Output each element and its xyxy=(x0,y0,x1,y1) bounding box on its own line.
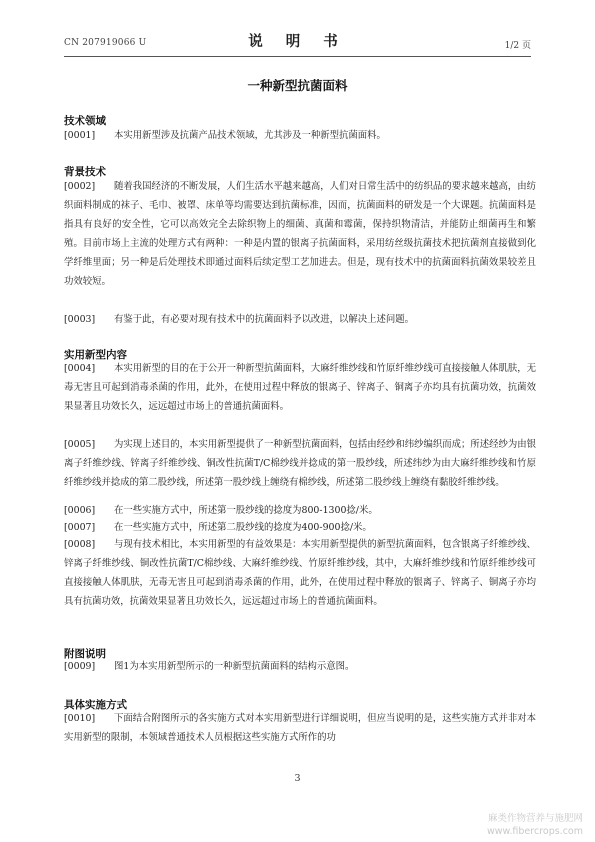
section-heading: 具体实施方式 xyxy=(64,699,127,711)
paragraph xyxy=(64,126,536,145)
paragraph xyxy=(64,657,536,676)
page-number: 3 xyxy=(294,773,301,784)
paragraph-text: 图1为本实用新型所示的一种新型抗菌面料的结构示意图。 xyxy=(114,661,355,672)
paragraph-text: 本实用新型涉及抗菌产品技术领域，尤其涉及一种新型抗菌面料。 xyxy=(114,130,386,141)
paragraph-number: [0001] xyxy=(64,130,96,141)
paragraph-text: 本实用新型的目的在于公开一种新型抗菌面料，大麻纤维纱线和竹原纤维纱线可直接接触人体肌肤，无毒无害且可起到消毒杀菌的作用，此外，在使用过程中释放的银离子、锌离子、铜离子亦均具有抗菌功效，抗菌效果显著且功效长久，远远超过市场上的普通抗菌面料。 xyxy=(64,363,536,412)
section-heading: 附图说明 xyxy=(64,648,106,660)
paragraph-text: 在一些实施方式中，所述第二股纱线的捻度为400-900捻/米。 xyxy=(114,522,372,533)
paragraph xyxy=(64,435,536,492)
paragraph-number: [0010] xyxy=(64,713,96,724)
paragraph-number: [0002] xyxy=(64,181,96,192)
watermark xyxy=(487,812,583,838)
page-header xyxy=(64,30,531,52)
paragraph-number: [0008] xyxy=(64,539,96,550)
publication-number: CN 207919066 U xyxy=(64,38,147,48)
paragraph xyxy=(64,359,536,416)
paragraph-text: 有鉴于此，有必要对现有技术中的抗菌面料予以改进，以解决上述问题。 xyxy=(114,314,415,325)
paragraph-number: [0005] xyxy=(64,439,96,450)
document-title: 一种新型抗菌面料 xyxy=(247,78,348,93)
paragraph xyxy=(64,310,536,329)
page-indicator: 1/2 页 xyxy=(504,41,531,51)
paragraph-number: [0009] xyxy=(64,661,96,672)
paragraph xyxy=(64,709,536,747)
section-heading: 实用新型内容 xyxy=(64,349,127,361)
header-rule xyxy=(64,56,531,57)
paragraph xyxy=(64,535,536,611)
paragraph-text: 随着我国经济的不断发展，人们生活水平越来越高，人们对日常生活中的纺织品的要求越来越高，由纺织面料制成的袜子、毛巾、被罩、床单等均需要达到抗菌标准，因而，抗菌面料的研发是一个大课题。抗菌面料是指具有良好的安全性，它可以高效完全去除织物上的细菌、真菌和霉菌，保持织物清洁，并能防止细菌再生和繁殖。目前市场上主流的处理方式有两种：一种是内置的银离子抗菌面料，采用纺丝级抗菌技术把抗菌剂直接做到化学纤维里面；另一种是后处理技术即通过面料后续定型工艺加进去。但是，现有技术中的抗菌面料抗菌效果较差且功效较短。 xyxy=(64,181,536,287)
section-heading: 背景技术 xyxy=(64,166,106,178)
paragraph-text: 下面结合附图所示的各实施方式对本实用新型进行详细说明，但应当说明的是，这些实施方式并非对本实用新型的限制，本领域普通技术人员根据这些实施方式所作的功 xyxy=(64,713,536,743)
paragraph-number: [0004] xyxy=(64,363,96,374)
document-kind: 说 明 书 xyxy=(248,33,347,50)
watermark-url: www.fibercrops.com xyxy=(486,826,583,837)
section-heading: 技术领域 xyxy=(64,115,106,127)
paragraph-number: [0006] xyxy=(64,505,96,516)
paragraph-text: 在一些实施方式中，所述第一股纱线的捻度为800-1300捻/米。 xyxy=(114,505,378,516)
paragraph xyxy=(64,177,536,291)
paragraph-text: 为实现上述目的，本实用新型提供了一种新型抗菌面料，包括由经纱和纬纱编织而成；所述经纱为由银离子纤维纱线、锌离子纤维纱线、铜改性抗菌T/C棉纱线并捻成的第一股纱线，所述纬纱为由大麻纤维纱线和竹原纤维纱线并捻成的第二股纱线，所述第一股纱线上缠绕有棉纱线，所述第二股纱线上缠绕有黏胶纤维纱线。 xyxy=(64,439,536,488)
paragraph-number: [0007] xyxy=(64,522,96,533)
watermark-site-name: 麻类作物营养与施肥网 xyxy=(487,813,583,824)
paragraph-number: [0003] xyxy=(64,314,96,325)
paragraph-text: 与现有技术相比，本实用新型的有益效果是：本实用新型提供的新型抗菌面料，包含银离子纤维纱线、锌离子纤维纱线、铜改性抗菌T/C棉纱线、大麻纤维纱线、竹原纤维纱线，其中，大麻纤维纱线和竹原纤维纱线可直接接触人体肌肤，无毒无害且可起到消毒杀菌的作用，此外，在使用过程中释放的银离子、锌离子、铜离子亦均具有抗菌功效，抗菌效果显著且功效长久，远远超过市场上的普通抗菌面料。 xyxy=(64,539,536,607)
